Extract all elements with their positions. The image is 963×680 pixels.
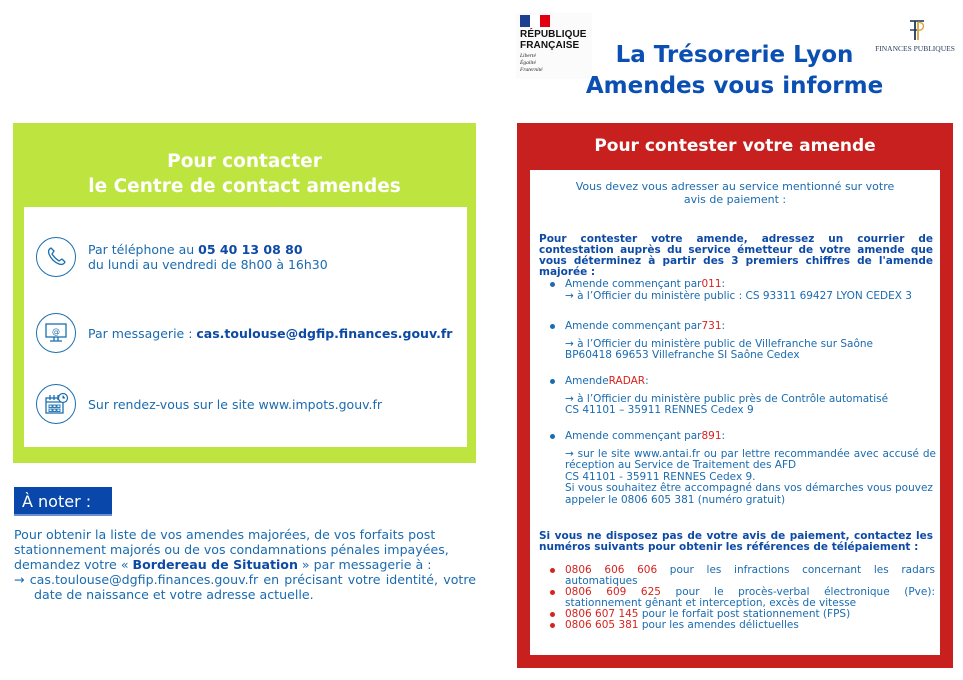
contact-title-line2: le Centre de contact amendes	[88, 176, 401, 197]
note-line-3-suffix: » par messagerie à :	[297, 557, 432, 572]
amende-prefix: Amende commençant par	[565, 430, 702, 442]
amende-prefix: Amende commençant par	[565, 320, 702, 332]
phone-icon	[36, 237, 76, 277]
phone-number[interactable]: 05 40 13 08 80	[198, 242, 303, 257]
appointment-text[interactable]: Sur rendez-vous sur le site www.impots.gouv.fr	[88, 396, 383, 412]
phone-number[interactable]: 0806 607 145	[565, 608, 639, 620]
note-line-1: Pour obtenir la liste de vos amendes majorées, de vos forfaits post	[14, 527, 436, 542]
page-title-line2: Amendes vous informe	[585, 73, 884, 99]
contact-item-phone	[36, 237, 328, 277]
bullet-icon	[550, 590, 555, 595]
phone-item	[548, 565, 935, 587]
bullet-icon	[550, 612, 555, 617]
bullet-icon	[550, 282, 555, 287]
contest-lead-payment: Si vous ne disposez pas de votre avis de paiement, contactez les numéros suivants pour obtenir les références de télépaiement :	[539, 530, 933, 553]
contact-email-text	[88, 326, 452, 341]
bullet-icon	[550, 434, 555, 439]
email-prefix: Par messagerie :	[88, 325, 197, 341]
note-line-2: stationnement majorés ou de vos condamnations pénales impayées,	[14, 542, 449, 557]
amende-item-radar	[548, 376, 936, 417]
note-text	[14, 527, 476, 602]
phone-item	[548, 587, 935, 609]
motto-egalite: Égalité	[520, 60, 536, 66]
computer-email-icon	[36, 313, 76, 353]
contest-panel-title: Pour contester votre amende	[594, 136, 876, 156]
contest-intro-line2: avis de paiement :	[683, 193, 787, 206]
motto-fraternite: Fraternité	[520, 67, 543, 73]
page-title-line1: La Trésorerie Lyon	[615, 42, 854, 68]
republique-motto	[520, 53, 543, 74]
amende-address-line2: CS 41101 - 35911 RENNES Cedex 9.	[565, 470, 756, 483]
amende-address-line2: CS 41101 – 35911 RENNES Cedex 9	[565, 404, 754, 416]
amende-suffix: :	[721, 278, 726, 290]
amende-address: → sur le site www.antai.fr ou par lettre recommandée avec accusé de réception au Service de Traitement des AFD	[565, 447, 936, 471]
contact-panel-title	[13, 149, 476, 199]
amende-code: 731	[701, 320, 722, 332]
amende-prefix: Amende	[565, 375, 609, 387]
bullet-icon	[550, 623, 555, 628]
contest-intro-line1: Vous devez vous adresser au service mentionné sur votre	[575, 180, 895, 193]
amende-item-011	[548, 279, 936, 302]
contact-appointment-text	[88, 397, 382, 412]
phone-number[interactable]: 0806 609 625	[565, 586, 661, 598]
amende-suffix: :	[721, 430, 726, 442]
contest-content	[530, 170, 940, 655]
phone-prefix: Par téléphone au	[88, 242, 199, 257]
amende-code: 011	[701, 278, 722, 290]
finances-publiques-text: FINANCES PUBLIQUES	[875, 44, 955, 53]
contact-title-line1: Pour contacter	[167, 151, 322, 172]
contest-intro	[530, 180, 940, 206]
amende-item-891	[548, 431, 936, 506]
amende-suffix: :	[645, 375, 649, 387]
phone-description: pour les amendes délictuelles	[638, 619, 799, 631]
contest-panel	[517, 123, 953, 668]
phone-description: pour le procès-verbal électronique (Pve): stationnement gênant et interception, excès de vitesse	[565, 586, 935, 609]
page-title	[562, 40, 907, 102]
note-badge: À noter :	[14, 487, 112, 516]
motto-liberte: Liberté	[520, 53, 536, 59]
amende-help-text: Si vous souhaitez être accompagné dans vos démarches vous pouvez appeler le 0806 605 381 (numéro gratuit)	[565, 482, 933, 506]
bullet-icon	[550, 379, 555, 384]
amende-prefix: Amende commençant par	[565, 278, 702, 290]
contact-list	[24, 207, 467, 447]
contact-item-email	[36, 313, 452, 353]
note-email-instruction: → cas.toulouse@dgfip.finances.gouv.fr en précisant votre identité, votre date de naissance et votre adresse actuelle.	[14, 572, 476, 602]
amende-item-731	[548, 321, 936, 362]
bullet-icon	[550, 324, 555, 329]
bullet-icon	[550, 568, 555, 573]
phone-number[interactable]: 0806 605 381	[565, 619, 639, 631]
amende-address-line2: BP60418 69653 Villefranche SI Saône Cedex	[565, 349, 800, 361]
svg-text:@: @	[52, 327, 60, 336]
amende-suffix: :	[721, 320, 726, 332]
phone-item	[548, 620, 935, 631]
amende-address: → à l’Officier du ministère public de Villefranche sur Saône	[565, 337, 873, 350]
phone-list	[548, 565, 935, 631]
contact-panel	[13, 123, 476, 463]
amende-code: 891	[701, 430, 722, 442]
phone-hours: du lundi au vendredi de 8h00 à 16h30	[88, 257, 328, 272]
note-line-3-prefix: demandez votre «	[14, 557, 133, 572]
phone-number[interactable]: 0806 606 606	[565, 564, 658, 576]
contest-lead: Pour contester votre amende, adressez un courrier de contestation auprès du service émetteur de votre amende que vous déterminez à partir des 3 premiers chiffres de l'amende majorée :	[539, 233, 933, 278]
amende-address: → à l’Officier du ministère public : CS 93311 69427 LYON CEDEX 3	[565, 289, 912, 302]
french-flag-icon	[520, 15, 550, 27]
finances-publiques-logo	[872, 18, 958, 58]
contact-phone-text	[88, 242, 328, 272]
contact-item-appointment	[36, 384, 382, 424]
amende-address: → à l’Officier du ministère public près de Contrôle automatisé	[565, 392, 889, 405]
note-line-3	[14, 557, 476, 572]
republique-name-line1: RÉPUBLIQUE	[520, 29, 587, 40]
republique-name-line2: FRANÇAISE	[520, 40, 580, 51]
amende-code: RADAR	[608, 375, 646, 387]
bordereau-de-situation: Bordereau de Situation	[132, 557, 298, 572]
phone-description: pour le forfait post stationnement (FPS)	[638, 608, 851, 620]
calendar-clock-icon	[36, 384, 76, 424]
email-address-link[interactable]: cas.toulouse@dgfip.finances.gouv.fr	[196, 325, 453, 341]
phone-description: pour les infractions concernant les radars automatiques	[565, 564, 935, 587]
finances-publiques-mark-icon	[904, 18, 928, 42]
